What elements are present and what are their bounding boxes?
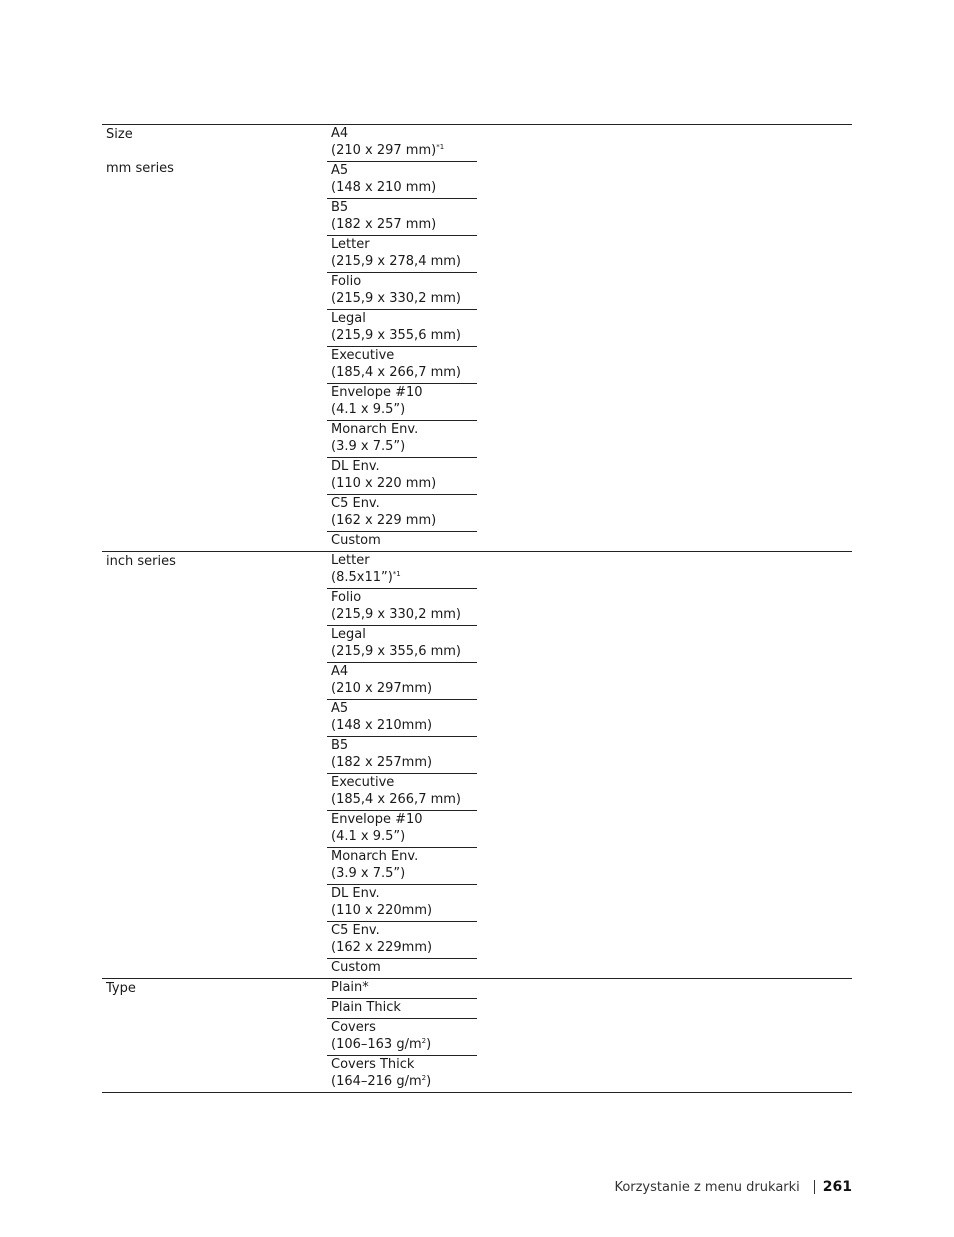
section-label: [106, 126, 316, 177]
option-name: Folio: [331, 274, 362, 289]
option-dimensions: (182 x 257 mm): [331, 217, 437, 232]
size-inch-section: [102, 552, 852, 979]
option-name: B5: [331, 738, 349, 753]
option-item: [327, 626, 477, 663]
option-item: [327, 273, 477, 310]
page-number: 261: [822, 1179, 852, 1195]
footer-divider: [814, 1180, 815, 1194]
option-detail: [331, 828, 477, 845]
option-dimensions: (3.9 x 7.5”): [331, 866, 406, 881]
section-label: [106, 980, 316, 997]
option-detail: [331, 865, 477, 882]
option-dimensions: (148 x 210 mm): [331, 180, 437, 195]
option-name: C5 Env.: [331, 923, 380, 938]
option-item: [327, 384, 477, 421]
option-item: [327, 959, 477, 978]
option-item: [327, 495, 477, 532]
option-detail-close: ): [426, 1037, 432, 1052]
option-item: [327, 811, 477, 848]
size-mm-section: [102, 125, 852, 552]
option-dimensions: (110 x 220mm): [331, 903, 433, 918]
option-detail: [331, 939, 477, 956]
option-detail: [331, 606, 477, 623]
option-dimensions: (162 x 229mm): [331, 940, 433, 955]
option-item: [327, 885, 477, 922]
option-dimensions: (8.5x11”): [331, 570, 393, 585]
footnote-marker: *1: [436, 143, 445, 151]
inch-series-label: inch series: [106, 554, 176, 569]
option-name: Folio: [331, 590, 362, 605]
option-item: [327, 999, 477, 1019]
option-name: Monarch Env.: [331, 849, 419, 864]
option-name: Executive: [331, 348, 395, 363]
option-item: [327, 700, 477, 737]
option-dimensions: (215,9 x 330,2 mm): [331, 291, 461, 306]
option-name: Legal: [331, 627, 366, 642]
option-name: Custom: [331, 533, 381, 548]
option-dimensions: (215,9 x 330,2 mm): [331, 607, 461, 622]
inch-series-options: [327, 552, 477, 978]
option-name: DL Env.: [331, 459, 380, 474]
option-name: B5: [331, 200, 349, 215]
option-item: [327, 310, 477, 347]
option-detail: [331, 438, 477, 455]
option-item: [327, 737, 477, 774]
option-dimensions: (164–216 g/m: [331, 1074, 422, 1089]
option-detail: [331, 364, 477, 381]
option-item: [327, 774, 477, 811]
option-detail: [331, 680, 477, 697]
option-detail: [331, 475, 477, 492]
option-dimensions: (210 x 297mm): [331, 681, 433, 696]
option-name: Executive: [331, 775, 395, 790]
option-item: [327, 979, 477, 999]
option-item: [327, 125, 477, 162]
option-name: Covers: [331, 1020, 376, 1035]
option-detail: [331, 512, 477, 529]
size-label: Size: [106, 127, 133, 142]
option-dimensions: (4.1 x 9.5”): [331, 829, 406, 844]
option-name: A4: [331, 126, 349, 141]
option-detail: [331, 791, 477, 808]
option-name: A5: [331, 163, 349, 178]
option-detail: [331, 142, 477, 159]
option-name: A4: [331, 664, 349, 679]
option-detail: [331, 754, 477, 771]
option-detail: [331, 327, 477, 344]
footer-title: Korzystanie z menu drukarki: [614, 1179, 800, 1195]
option-item: [327, 236, 477, 273]
option-detail-close: ): [426, 1074, 432, 1089]
section-label: [106, 553, 316, 570]
footnote-marker: 2: [421, 1037, 427, 1045]
option-name: Monarch Env.: [331, 422, 419, 437]
option-detail: [331, 290, 477, 307]
footnote-marker: *1: [392, 570, 401, 578]
option-item: [327, 347, 477, 384]
option-item: [327, 552, 477, 589]
option-dimensions: (3.9 x 7.5”): [331, 439, 406, 454]
option-detail: [331, 253, 477, 270]
option-dimensions: (110 x 220 mm): [331, 476, 437, 491]
option-name: Covers Thick: [331, 1057, 415, 1072]
option-dimensions: (215,9 x 278,4 mm): [331, 254, 461, 269]
option-dimensions: (4.1 x 9.5”): [331, 402, 406, 417]
option-name: C5 Env.: [331, 496, 380, 511]
option-name: Letter: [331, 553, 370, 568]
mm-series-label: mm series: [106, 161, 174, 176]
option-name: DL Env.: [331, 886, 380, 901]
option-name: Plain*: [331, 980, 369, 995]
option-detail: [331, 902, 477, 919]
option-name: Letter: [331, 237, 370, 252]
option-dimensions: (162 x 229 mm): [331, 513, 437, 528]
option-detail: [331, 569, 477, 586]
option-dimensions: (185,4 x 266,7 mm): [331, 365, 461, 380]
option-item: [327, 922, 477, 959]
option-item: [327, 421, 477, 458]
option-dimensions: (215,9 x 355,6 mm): [331, 328, 461, 343]
option-item: [327, 162, 477, 199]
option-dimensions: (106–163 g/m: [331, 1037, 422, 1052]
option-detail: [331, 643, 477, 660]
option-item: [327, 199, 477, 236]
option-detail: [331, 179, 477, 196]
option-item: [327, 458, 477, 495]
type-section: [102, 979, 852, 1093]
option-item: [327, 663, 477, 700]
mm-series-options: [327, 125, 477, 551]
option-item: [327, 532, 477, 551]
option-dimensions: (185,4 x 266,7 mm): [331, 792, 461, 807]
option-name: Envelope #10: [331, 812, 423, 827]
option-detail: [331, 717, 477, 734]
option-dimensions: (215,9 x 355,6 mm): [331, 644, 461, 659]
option-name: Envelope #10: [331, 385, 423, 400]
option-detail: [331, 1073, 477, 1090]
option-detail: [331, 216, 477, 233]
option-item: [327, 1019, 477, 1056]
option-name: Custom: [331, 960, 381, 975]
page-footer: [614, 1179, 852, 1195]
option-name: A5: [331, 701, 349, 716]
option-item: [327, 848, 477, 885]
type-options: [327, 979, 477, 1092]
option-dimensions: (210 x 297 mm): [331, 143, 437, 158]
option-item: [327, 1056, 477, 1092]
option-detail: [331, 401, 477, 418]
option-detail: [331, 1036, 477, 1053]
settings-table: [102, 124, 852, 1093]
option-item: [327, 589, 477, 626]
option-dimensions: (148 x 210mm): [331, 718, 433, 733]
type-label: Type: [106, 981, 136, 996]
option-name: Legal: [331, 311, 366, 326]
footnote-marker: 2: [421, 1074, 427, 1082]
option-name: Plain Thick: [331, 1000, 401, 1015]
option-dimensions: (182 x 257mm): [331, 755, 433, 770]
